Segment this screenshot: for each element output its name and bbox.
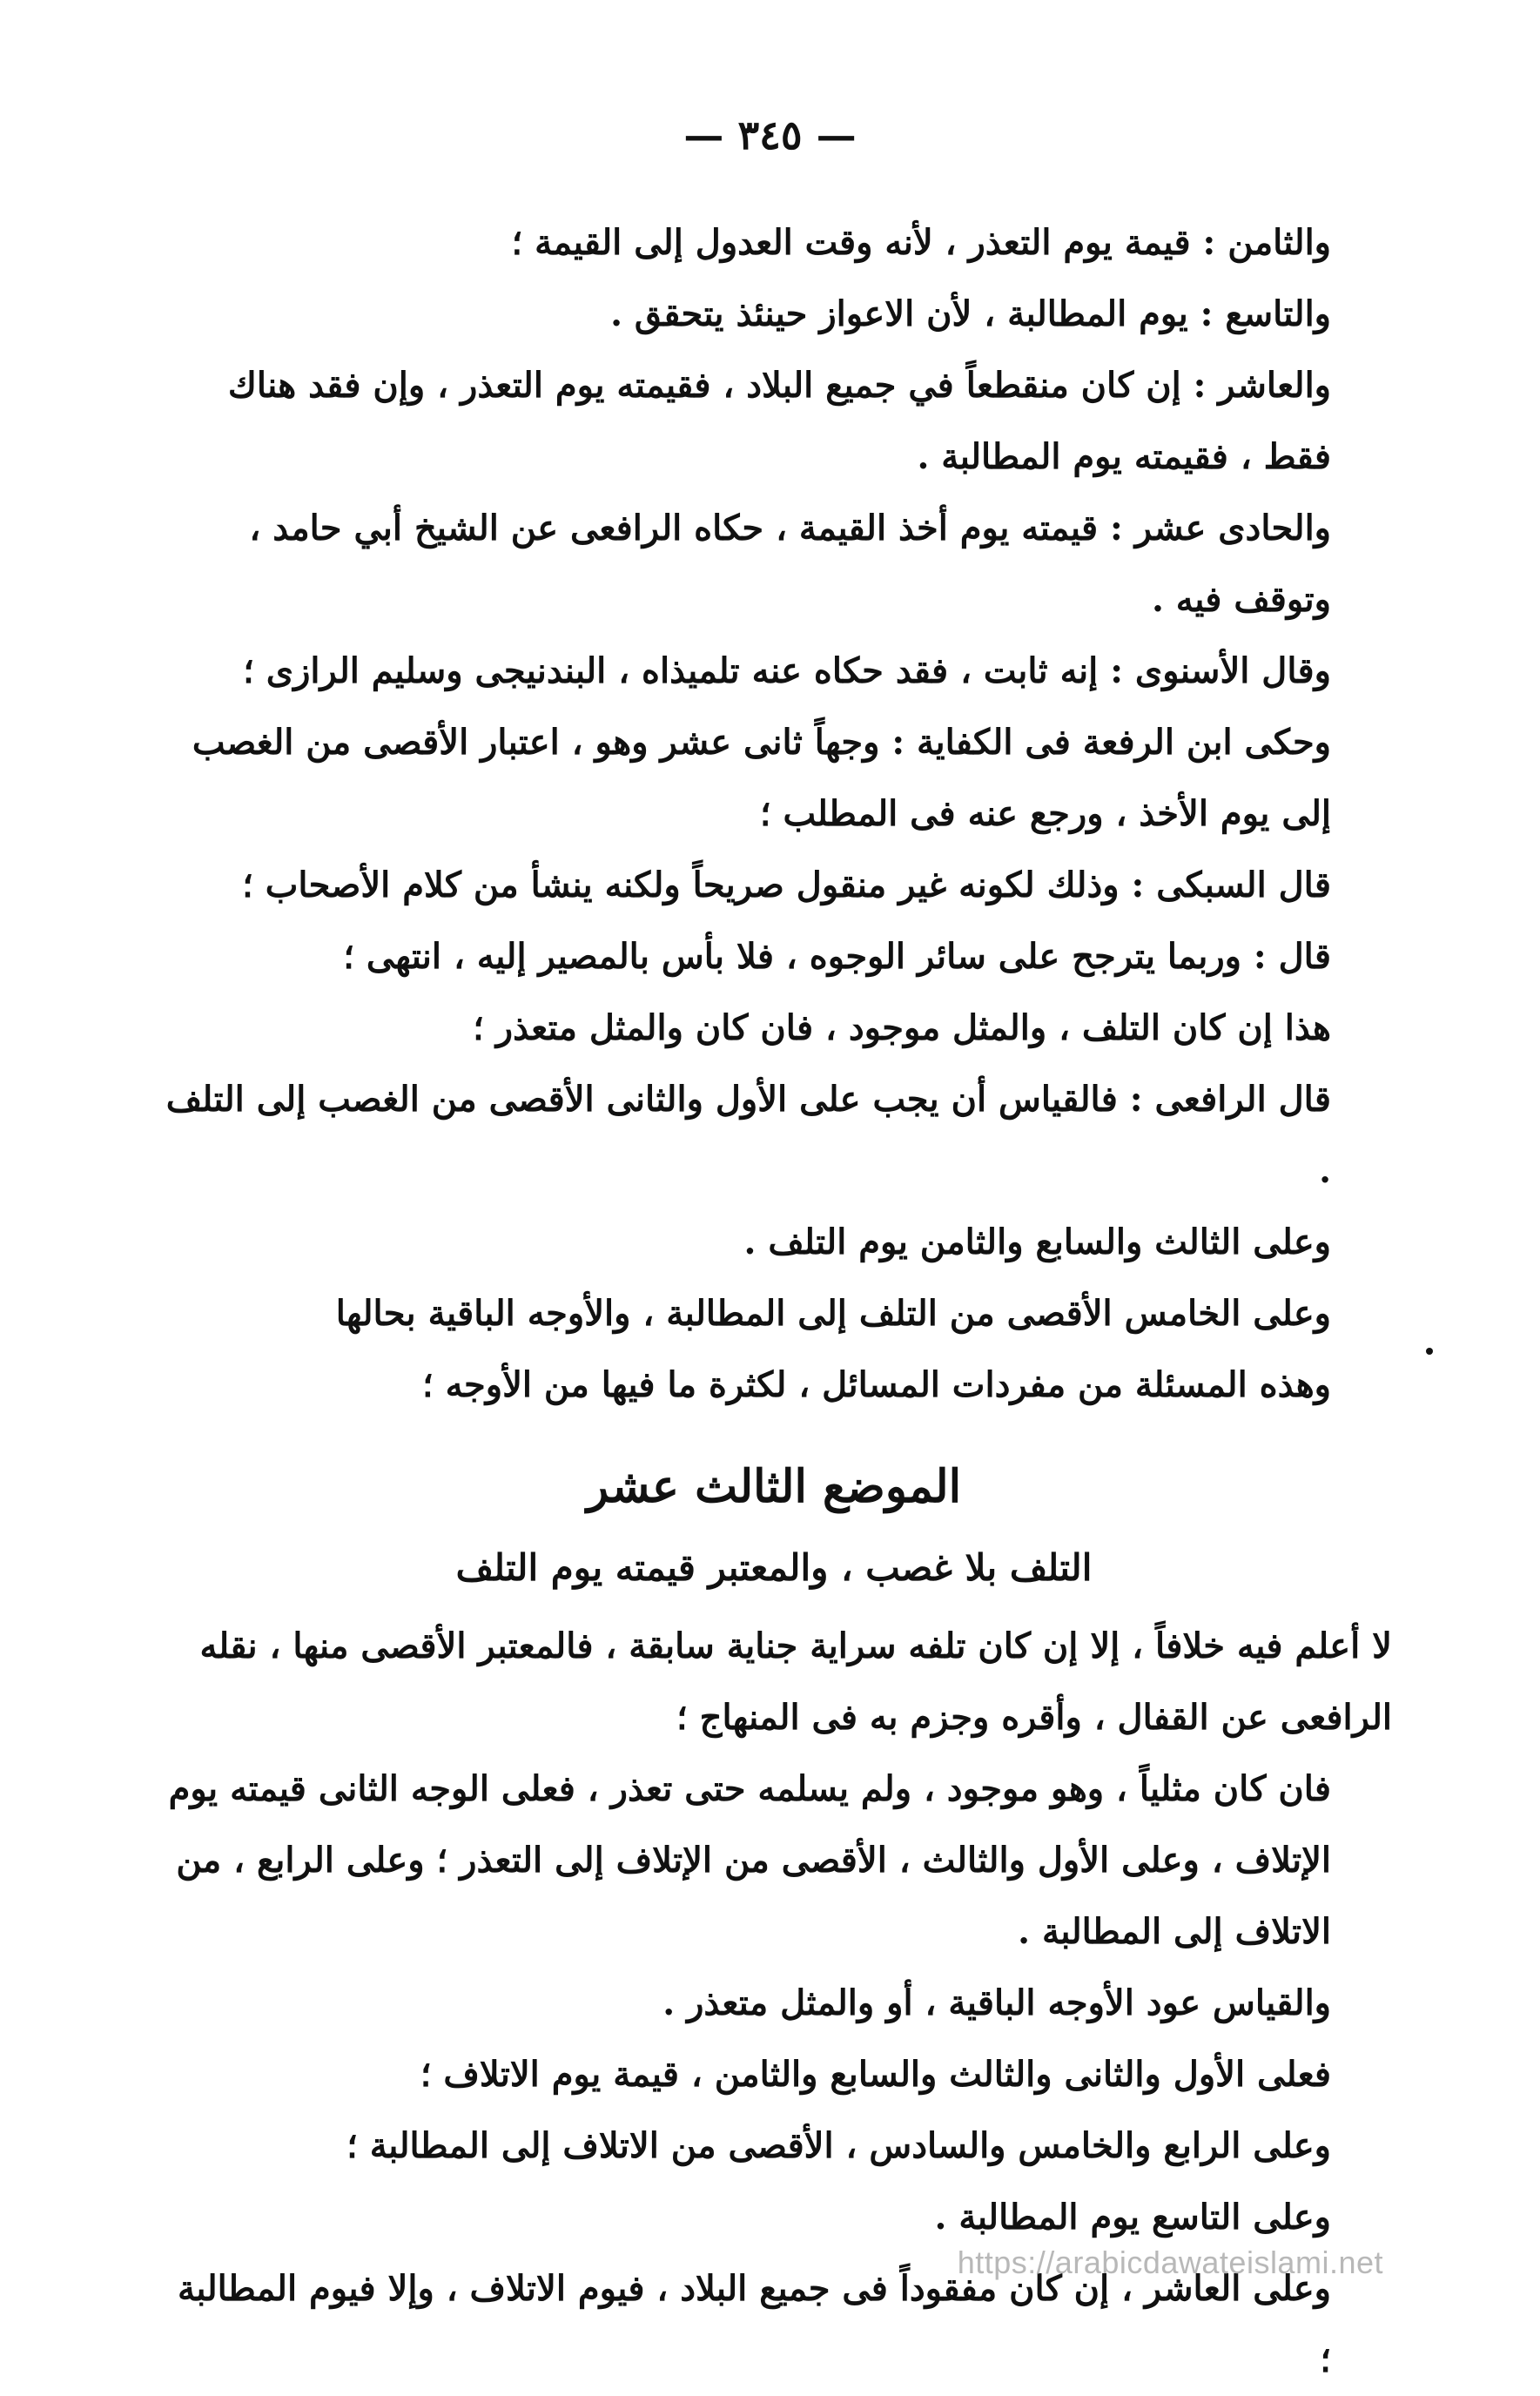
- paragraph-ibn-rifah: وحكى ابن الرفعة فى الكفاية : وجهاً ثانى عشر وهو ، اعتبار الأقصى من الغصب إلى يوم الأخذ ، ورجع عنه فى المطلب ؛: [192, 722, 1331, 834]
- paragraph-asnawi-quote: وقال الأسنوى : إنه ثابت ، فقد حكاه عنه تلميذاه ، البندنيجى وسليم الرازى ؛: [243, 650, 1331, 691]
- paragraph-eighth-view: والثامن : قيمة يوم التعذر ، لأنه وقت العدول إلى القيمة ؛: [511, 222, 1331, 263]
- paragraph-subki-continuation: قال : وربما يترجح على سائر الوجوه ، فلا بأس بالمصير إليه ، انتهى ؛: [343, 936, 1331, 977]
- paragraph-fourth-group: وعلى الرابع والخامس والسادس ، الأقصى من الاتلاف إلى المطالبة ؛: [346, 2125, 1331, 2166]
- paragraph-tenth: وعلى العاشر ، إن كان مفقوداً فى جميع البلاد ، فيوم الاتلاف ، وإلا فيوم المطالبة ؛: [177, 2268, 1331, 2380]
- paragraph-first-group: فعلى الأول والثانى والثالث والسابع والثامن ، قيمة يوم الاتلاف ؛: [420, 2054, 1331, 2095]
- page-number: — ٣٤٥ —: [683, 111, 857, 158]
- paragraph-analogy-remaining: والقياس عود الأوجه الباقية ، أو والمثل متعذر .: [662, 1982, 1331, 2023]
- paragraph-eleventh-view: والحادى عشر : قيمته يوم أخذ القيمة ، حكاه الرافعى عن الشيخ أبي حامد ، وتوقف فيه .: [249, 508, 1331, 620]
- paragraph-subki-quote: قال السبكى : وذلك لكونه غير منقول صريحاً ولكنه ينشأ من كلام الأصحاب ؛: [242, 865, 1331, 905]
- paragraph-no-dispute: لا أعلم فيه خلافاً ، إلا إن كان تلفه سراية جناية سابقة ، فالمعتبر الأقصى منها ، نقله الرافعى عن القفال ، وأقره وجزم به فى المنهاج ؛: [199, 1625, 1392, 1738]
- section-subheading: التلف بلا غصب ، والمعتبر قيمته يوم التلف: [455, 1546, 1093, 1589]
- ink-dot: [1426, 1348, 1433, 1355]
- paragraph-ninth: وعلى التاسع يوم المطالبة .: [934, 2197, 1331, 2238]
- section-heading: الموضع الثالث عشر: [586, 1460, 962, 1513]
- paragraph-third-seventh-eighth: وعلى الثالث والسابع والثامن يوم التلف .: [743, 1222, 1331, 1262]
- body-text: [156, 207, 1392, 2396]
- paragraph-ninth-view: والتاسع : يوم المطالبة ، لأن الاعواز حينئذ يتحقق .: [610, 293, 1331, 334]
- paragraph-rafii-analogy: قال الرافعى : فالقياس أن يجب على الأول والثانى الأقصى من الغصب إلى التلف .: [165, 1079, 1331, 1191]
- watermark-url: https://arabicdawateislami.net: [957, 2245, 1383, 2280]
- paragraph-tenth-view: والعاشر : إن كان منقطعاً في جميع البلاد ، فقيمته يوم التعذر ، وإن فقد هناك فقط ، فقيمته يوم المطالبة .: [227, 365, 1331, 477]
- paragraph-condition: هذا إن كان التلف ، والمثل موجود ، فان كان والمثل متعذر ؛: [473, 1007, 1331, 1048]
- paragraph-fungible: فان كان مثلياً ، وهو موجود ، ولم يسلمه حتى تعذر ، فعلى الوجه الثانى قيمته يوم الإتلاف ، وعلى الأول والثالث ، الأقصى من الإتلاف إلى التعذر ؛ وعلى الرابع ، من الاتلاف إلى المطالبة .: [168, 1768, 1331, 1952]
- paragraph-fifth: وعلى الخامس الأقصى من التلف إلى المطالبة ، والأوجه الباقية بحالها: [335, 1293, 1331, 1334]
- paragraph-closing-note: وهذه المسئلة من مفردات المسائل ، لكثرة ما فيها من الأوجه ؛: [421, 1364, 1331, 1405]
